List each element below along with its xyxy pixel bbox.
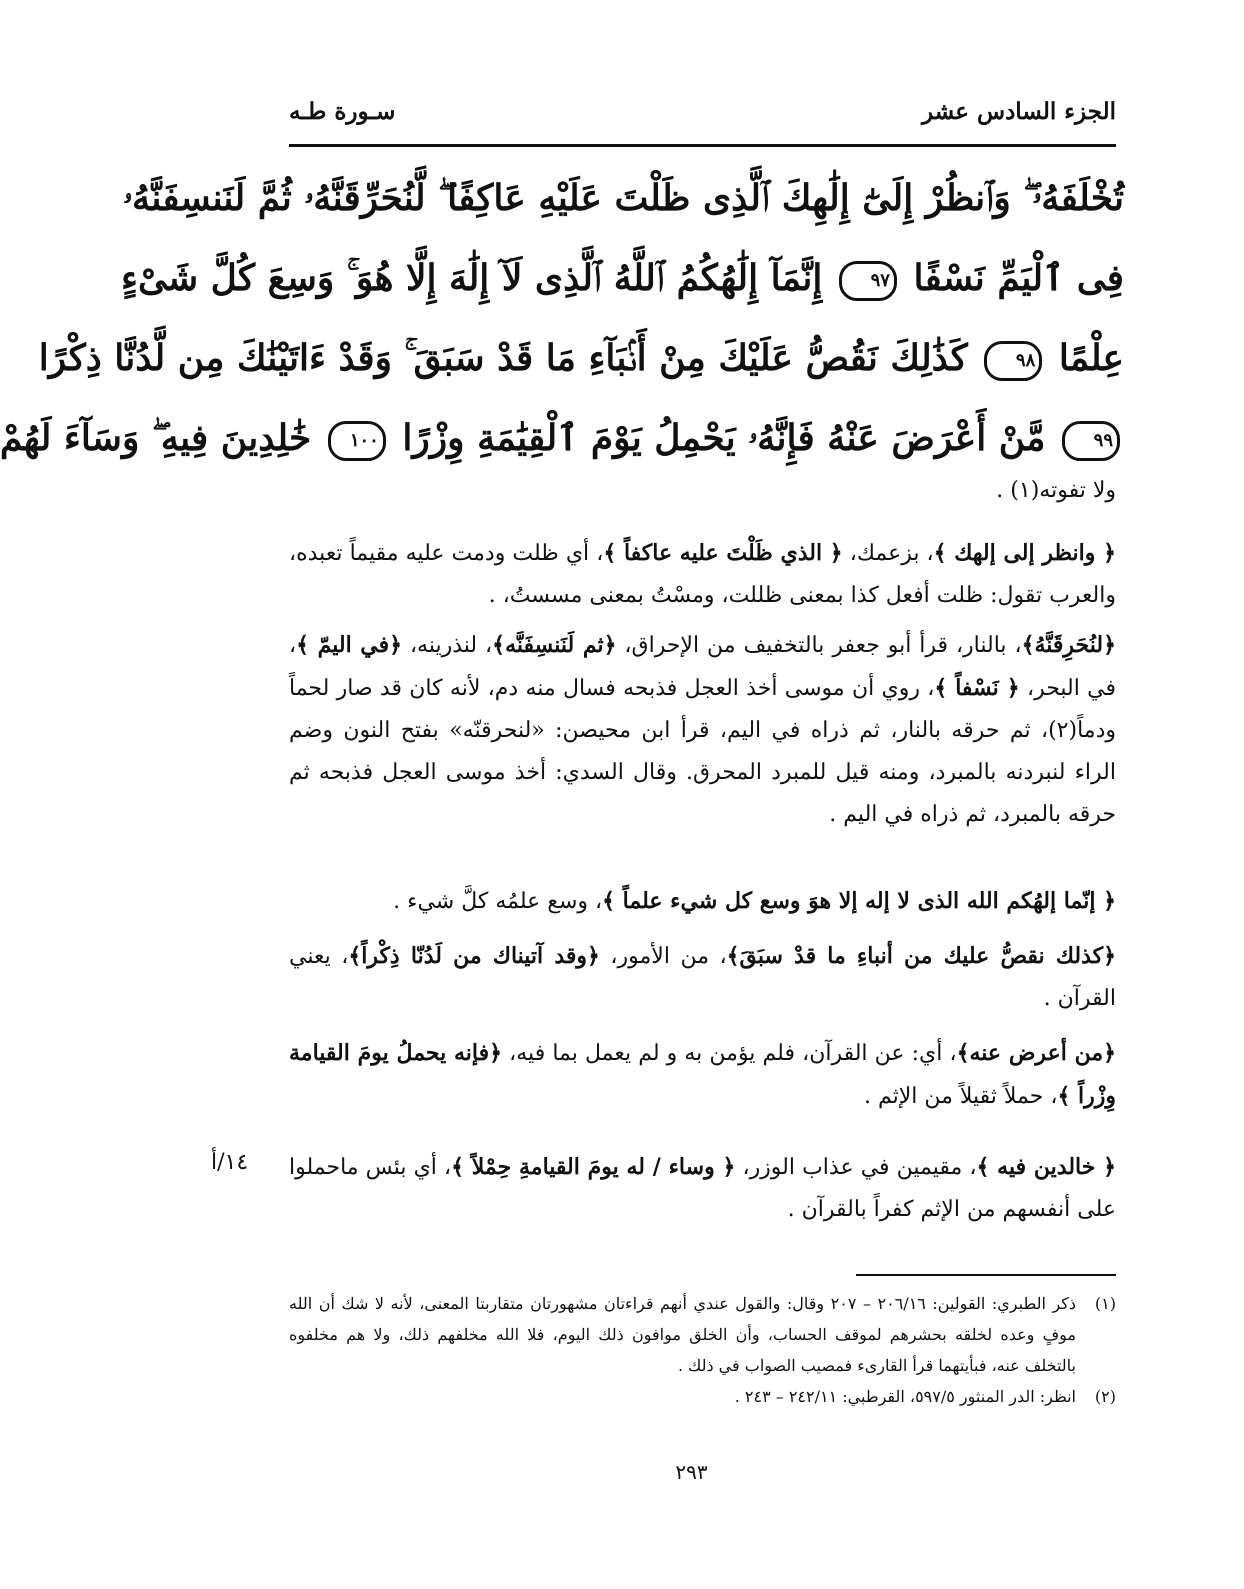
- quoted-verse: ﴿ثم لَنَنسِفَنَّه﴾: [492, 632, 617, 658]
- verse-line: [121, 238, 1124, 318]
- footnotes: [289, 1288, 1116, 1412]
- verse-text: عِلْمًا: [1058, 337, 1124, 379]
- quoted-verse: ﴿ وانظر إلى إلهك ﴾: [933, 540, 1116, 566]
- page-number: ٢٩٣: [675, 1460, 708, 1484]
- header-divider: [289, 144, 1116, 147]
- surah-title: سـورة طـه: [289, 98, 396, 125]
- verse-text: خَٰلِدِينَ فِيهِ ۖ وَسَآءَ لَهُمْ: [0, 417, 312, 459]
- ayah-number-marker: ١٠٠: [328, 421, 386, 461]
- commentary-text: ، مقيمين في عذاب الوزر،: [735, 1155, 977, 1180]
- commentary-paragraph: [289, 532, 1116, 617]
- commentary-text: ، من الأمور،: [599, 944, 727, 969]
- verse-line: [123, 158, 1124, 238]
- quoted-verse: ﴿ وساء / له يومَ القيامةِ حِمْلاً ﴾: [451, 1154, 736, 1180]
- commentary-paragraph: [289, 935, 1116, 1020]
- commentary-text: ، حملاً ثقيلاً من الإثم .: [863, 1084, 1058, 1109]
- footnote-text: انظر: الدر المنثور ٥٩٧/٥، القرطبي: ٢٤٢/١١ – ٢٤٣ .: [734, 1387, 1076, 1406]
- footnote: [289, 1288, 1116, 1381]
- manuscript-folio-note: ١٤/أ: [211, 1150, 249, 1175]
- continuation-line: ولا تفوته(١) .: [996, 478, 1116, 503]
- commentary-paragraph: [289, 1146, 1116, 1231]
- commentary-text: ، أي: عن القرآن، فلم يؤمن به و لم يعمل بما فيه،: [502, 1041, 957, 1066]
- quoted-verse: ﴿ إنّما إلهُكم الله الذى لا إله إلا هوَ وسع كل شيء علماً ﴾: [602, 888, 1116, 914]
- verse-line: [38, 318, 1124, 398]
- quoted-verse: ﴿في اليمّ ﴾: [296, 632, 403, 658]
- verse-text: تُخْلَفَهُۥ ۖ وَٱنظُرْ إِلَىٰٓ إِلَٰهِكَ ٱلَّذِى ظَلْتَ عَلَيْهِ عَاكِفًا ۖ لَّنُحَرِّقَنَّهُۥ ثُمَّ لَنَنسِفَنَّهُۥ: [123, 177, 1124, 219]
- quran-verses: [0, 158, 1124, 478]
- verse-text: كَذَٰلِكَ نَقُصُّ عَلَيْكَ مِنْ أَنۢبَآءِ مَا قَدْ سَبَقَ ۚ وَقَدْ ءَاتَيْنَٰكَ مِن لَّدُنَّا ذِكْرًا: [38, 337, 968, 379]
- commentary-text: ، بالنار، قرأ أبو جعفر بالتخفيف من الإحراق،: [616, 633, 1022, 658]
- commentary-paragraph: [289, 1032, 1116, 1118]
- footnote-divider: [856, 1274, 1116, 1276]
- quoted-verse: ﴿فإنه يحملُ يومَ القيامة وِزْراً ﴾: [289, 1040, 1116, 1109]
- quoted-verse: ﴿وقد آتيناك من لَدُنّا ذِكْراً﴾: [348, 943, 600, 969]
- commentary-text: ، بزعمك،: [842, 541, 934, 566]
- commentary-text: ، أي بئس ماحملوا على أنفسهم من الإثم كفراً بالقرآن .: [289, 1155, 1116, 1222]
- quoted-verse: ﴿لنُحَرِقَنَّهُ﴾: [1021, 632, 1116, 658]
- quoted-verse: ﴿كذلك نقصُّ عليك من أنباءِ ما قدْ سبَقَ﴾: [726, 943, 1116, 969]
- commentary-paragraph: [289, 624, 1116, 836]
- footnote: [289, 1381, 1116, 1412]
- verse-text: فِى ٱلْيَمِّ نَسْفًا: [913, 257, 1124, 299]
- verse-text: مَّنْ أَعْرَضَ عَنْهُ فَإِنَّهُۥ يَحْمِلُ يَوْمَ ٱلْقِيَٰمَةِ وِزْرًا: [402, 417, 1046, 459]
- quoted-verse: ﴿ خالدين فيه ﴾: [976, 1154, 1116, 1180]
- footnote-text: ذكر الطبري: القولين: ٢٠٦/١٦ – ٢٠٧ وقال: والقول عندي أنهم قراءتان مشهورتان متقاربتا المعنى، لأنه لا شك أن الله موفٍ وعده لخلقه بحشرهم لموقف الحساب، وأن الخلق موافون ذلك اليوم، فلا الله مخلفهم ذلك، ولا هم مخلفوه بالتخلف عنه، فبأيتهما قرأ القارىء فمصيب الصواب في ذلك .: [289, 1294, 1077, 1375]
- ayah-number-marker: ٩٩: [1062, 421, 1120, 461]
- commentary-paragraph: [289, 880, 1116, 923]
- quoted-verse: ﴿ الذي ظَلْتَ عليه عاكفاً ﴾: [603, 540, 843, 566]
- commentary-text: ، لنذرينه،: [402, 633, 493, 658]
- commentary-text: ، وسع علمُه كلَّ شيء .: [393, 889, 603, 914]
- commentary-text: ، يعني القرآن .: [289, 944, 1116, 1011]
- footnote-number: (٢): [1094, 1387, 1116, 1406]
- verse-text: إِنَّمَآ إِلَٰهُكُمُ ٱللَّهُ ٱلَّذِى لَآ إِلَٰهَ إِلَّا هُوَ ۚ وَسِعَ كُلَّ شَىْءٍ: [121, 257, 823, 299]
- ayah-number-marker: ٩٨: [984, 341, 1042, 381]
- commentary-text: ، روي أن موسى أخذ العجل فذبحه فسال منه دم، لأنه كان قد صار لحماً ودماً(٢)، ثم حرقه بالنار، ثم ذراه في اليم، قرأ ابن محيصن: «لنحرقنّه» بفتح النون وضم الراء لنبردنه بالمبرد، ومنه قيل للمبرد المحرق. وقال السدي: أخذ موسى العجل فذبحه ثم حرقه بالمبرد، ثم ذراه في اليم .: [289, 676, 1116, 827]
- verse-line: [0, 398, 1124, 478]
- commentary-text: ، في البحر،: [289, 633, 1117, 701]
- commentary-text: ، أي ظلت ودمت عليه مقيماً تعبده، والعرب تقول: ظلت أفعل كذا بمعنى ظللت، ومسْتُ بمعنى مسستُ، .: [289, 541, 1116, 608]
- part-title: الجزء السادس عشر: [922, 98, 1116, 125]
- quoted-verse: ﴿من أعرض عنه﴾: [956, 1040, 1117, 1066]
- footnote-number: (١): [1094, 1294, 1116, 1313]
- ayah-number-marker: ٩٧: [839, 261, 897, 301]
- quoted-verse: ﴿ نَسْفاً ﴾: [934, 675, 1020, 701]
